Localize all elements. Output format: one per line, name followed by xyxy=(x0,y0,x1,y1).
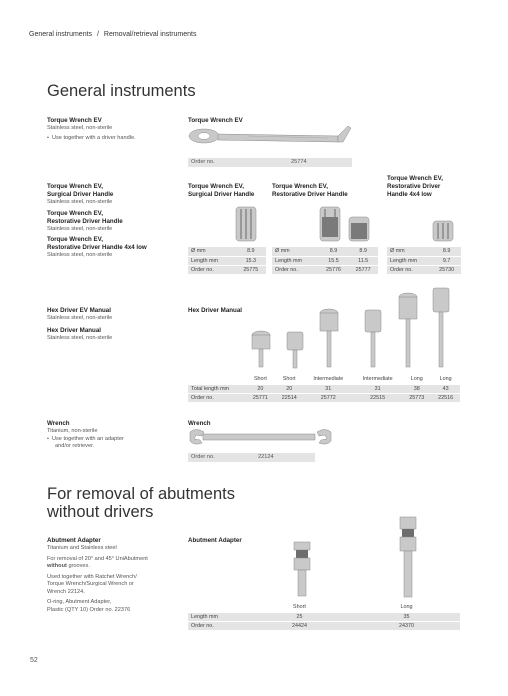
product-note: and/or retriever. xyxy=(55,443,95,449)
row-label: Order no. xyxy=(387,265,432,274)
restorative-driver-handle-short-image xyxy=(347,215,371,243)
cell: 38 xyxy=(402,384,431,393)
paragraph xyxy=(47,556,182,571)
row-label: Length mm xyxy=(188,612,246,621)
paragraph xyxy=(47,574,182,597)
cell: 31 xyxy=(353,384,402,393)
product-material: Titanium, non-sterile xyxy=(47,428,98,434)
hex-driver-ev-long-image xyxy=(397,292,419,370)
order-row xyxy=(188,453,315,462)
restorative-driver-handle-image xyxy=(318,205,342,243)
handles-description xyxy=(47,183,182,260)
torque-wrench-ev-description xyxy=(47,117,177,142)
col-header: Short xyxy=(246,375,275,384)
col-header: Short xyxy=(275,375,304,384)
col-header: Intermediate xyxy=(304,375,353,384)
cell: 25 xyxy=(246,612,353,621)
product-note: • Use together with an adapter xyxy=(47,436,182,444)
cell: 8.9 xyxy=(348,247,378,256)
order-label: Order no. xyxy=(191,159,215,165)
restorative-driver-handle-4x4-image xyxy=(431,219,455,243)
col-header: Long xyxy=(431,375,460,384)
breadcrumb xyxy=(29,31,196,38)
row-label: Ø mm xyxy=(387,247,432,256)
product-name: Hex Driver EV Manual xyxy=(47,307,111,314)
hex-driver-ev-intermediate-image xyxy=(318,308,340,370)
product-material: Titanium and Stainless steel xyxy=(47,545,117,551)
title-line: without drivers xyxy=(47,503,154,521)
cell: 15.5 xyxy=(319,256,349,265)
section-title-general: General instruments xyxy=(47,82,196,100)
cell: 11.5 xyxy=(348,256,378,265)
order-number: 25774 xyxy=(291,159,307,165)
hex-driver-ev-short-image xyxy=(250,330,272,370)
cell: 35 xyxy=(353,612,460,621)
order-row xyxy=(188,158,352,167)
paragraph xyxy=(47,599,182,614)
handle-table-1 xyxy=(188,247,266,275)
product-name: Restorative Driver Handle 4x4 low xyxy=(47,244,147,251)
cell: 43 xyxy=(431,384,460,393)
product-name: Torque Wrench EV, xyxy=(47,236,103,243)
cell: 25775 xyxy=(236,265,266,274)
abutment-adapter-long-image xyxy=(396,515,420,601)
order-label: Order no. xyxy=(191,454,215,460)
hex-driver-short-image xyxy=(284,330,306,370)
title-line: For removal of abutments xyxy=(47,485,235,503)
product-name: Hex Driver Manual xyxy=(47,326,101,334)
row-label: Length mm xyxy=(387,256,432,265)
order-number: 22124 xyxy=(258,454,274,460)
breadcrumb-separator: / xyxy=(96,31,99,38)
col-header: Long xyxy=(353,603,460,612)
label-line: Handle 4x4 low xyxy=(387,191,432,198)
row-label: Total length mm xyxy=(188,384,246,393)
page-number: 52 xyxy=(30,657,38,664)
label-line: Torque Wrench EV, xyxy=(387,175,443,182)
col-header: Long xyxy=(402,375,431,384)
row-label: Ø mm xyxy=(188,247,236,256)
hex-driver-description xyxy=(47,307,182,342)
product-material: Stainless steel, non-sterile xyxy=(47,199,113,205)
text-line: Wrench 22124. xyxy=(47,588,85,595)
cell: 22514 xyxy=(275,393,304,402)
cell: 15.3 xyxy=(236,256,266,265)
row-label: Order no. xyxy=(188,393,246,402)
handle-table-3 xyxy=(387,247,461,275)
surgical-driver-handle-image xyxy=(234,205,258,243)
row-label: Order no. xyxy=(272,265,319,274)
product-name: Abutment Adapter xyxy=(47,537,101,544)
cell: 31 xyxy=(304,384,353,393)
image-label: Abutment Adapter xyxy=(188,537,242,544)
cell: 25773 xyxy=(402,393,431,402)
image-label: Wrench xyxy=(188,420,211,427)
cell: 25772 xyxy=(304,393,353,402)
product-note: • Use together with a driver handle. xyxy=(47,135,177,143)
section-title-removal xyxy=(47,485,235,521)
row-label: Order no. xyxy=(188,621,246,630)
cell: 25730 xyxy=(432,265,461,274)
text-line: Torque Wrench/Surgical Wrench or xyxy=(47,581,134,587)
row-label: Length mm xyxy=(188,256,236,265)
image-label: Hex Driver Manual xyxy=(188,307,242,314)
text-line xyxy=(47,563,182,571)
breadcrumb-item[interactable]: Removal/retrieval instruments xyxy=(103,31,197,38)
emphasis: without xyxy=(47,563,67,569)
hex-driver-intermediate-image xyxy=(362,308,384,370)
image-label: Torque Wrench EV xyxy=(188,117,243,124)
text-line: O-ring, Abutment Adapter, xyxy=(47,599,112,605)
torque-wrench-ev-image xyxy=(188,124,354,154)
text-line: For removal of 20° and 45° UniAbutment xyxy=(47,555,148,562)
handle-col-label xyxy=(387,175,443,199)
row-label: Order no. xyxy=(188,265,236,274)
hex-driver-long-image xyxy=(430,286,452,370)
cell: 20 xyxy=(275,384,304,393)
cell: 8.9 xyxy=(236,247,266,256)
text-line: Plastic (QTY 10) Order no. 22376 xyxy=(47,606,131,613)
product-material: Stainless steel, non-sterile xyxy=(47,315,113,321)
product-name: Wrench xyxy=(47,420,70,427)
product-name: Torque Wrench EV xyxy=(47,117,102,124)
label-line: Torque Wrench EV, xyxy=(272,183,328,190)
abutment-adapter-table xyxy=(188,603,460,631)
label-line: Restorative Driver Handle xyxy=(272,191,348,198)
cell: 8.9 xyxy=(432,247,461,256)
wrench-image xyxy=(188,428,333,446)
label-line: Torque Wrench EV, xyxy=(188,183,244,190)
hex-driver-table xyxy=(188,375,460,403)
corner-cell xyxy=(188,375,246,384)
product-material: Stainless steel, non-sterile xyxy=(47,225,113,232)
product-name: Torque Wrench EV, xyxy=(47,209,103,217)
product-material: Stainless steel, non-sterile xyxy=(47,252,113,258)
breadcrumb-item[interactable]: General instruments xyxy=(29,31,93,38)
row-label: Length mm xyxy=(272,256,319,265)
cell: 9.7 xyxy=(432,256,461,265)
text: grooves. xyxy=(66,563,90,569)
cell: 24370 xyxy=(353,621,460,630)
product-name: Torque Wrench EV, xyxy=(47,183,103,190)
col-header: Intermediate xyxy=(353,375,402,384)
label-line: Surgical Driver Handle xyxy=(188,191,255,198)
abutment-adapter-description xyxy=(47,537,182,614)
handle-table-2 xyxy=(272,247,378,275)
corner-cell xyxy=(188,603,246,612)
product-name: Surgical Driver Handle xyxy=(47,191,114,198)
cell: 24424 xyxy=(246,621,353,630)
cell: 22516 xyxy=(431,393,460,402)
cell: 25771 xyxy=(246,393,275,402)
product-name: Restorative Driver Handle xyxy=(47,217,123,225)
cell: 25776 xyxy=(319,265,349,274)
text-line: Used together with Ratchet Wrench/ xyxy=(47,573,137,580)
wrench-description xyxy=(47,420,182,451)
cell: 25777 xyxy=(348,265,378,274)
label-line: Restorative Driver xyxy=(387,183,441,190)
product-material: Stainless steel, non-sterile xyxy=(47,334,113,341)
handle-col-label xyxy=(272,183,348,199)
col-header: Short xyxy=(246,603,353,612)
row-label: Ø mm xyxy=(272,247,319,256)
cell: 8.9 xyxy=(319,247,349,256)
cell: 20 xyxy=(246,384,275,393)
product-material: Stainless steel, non-sterile xyxy=(47,125,113,131)
abutment-adapter-short-image xyxy=(290,540,314,600)
cell: 22515 xyxy=(353,393,402,402)
handle-col-label xyxy=(188,183,254,199)
